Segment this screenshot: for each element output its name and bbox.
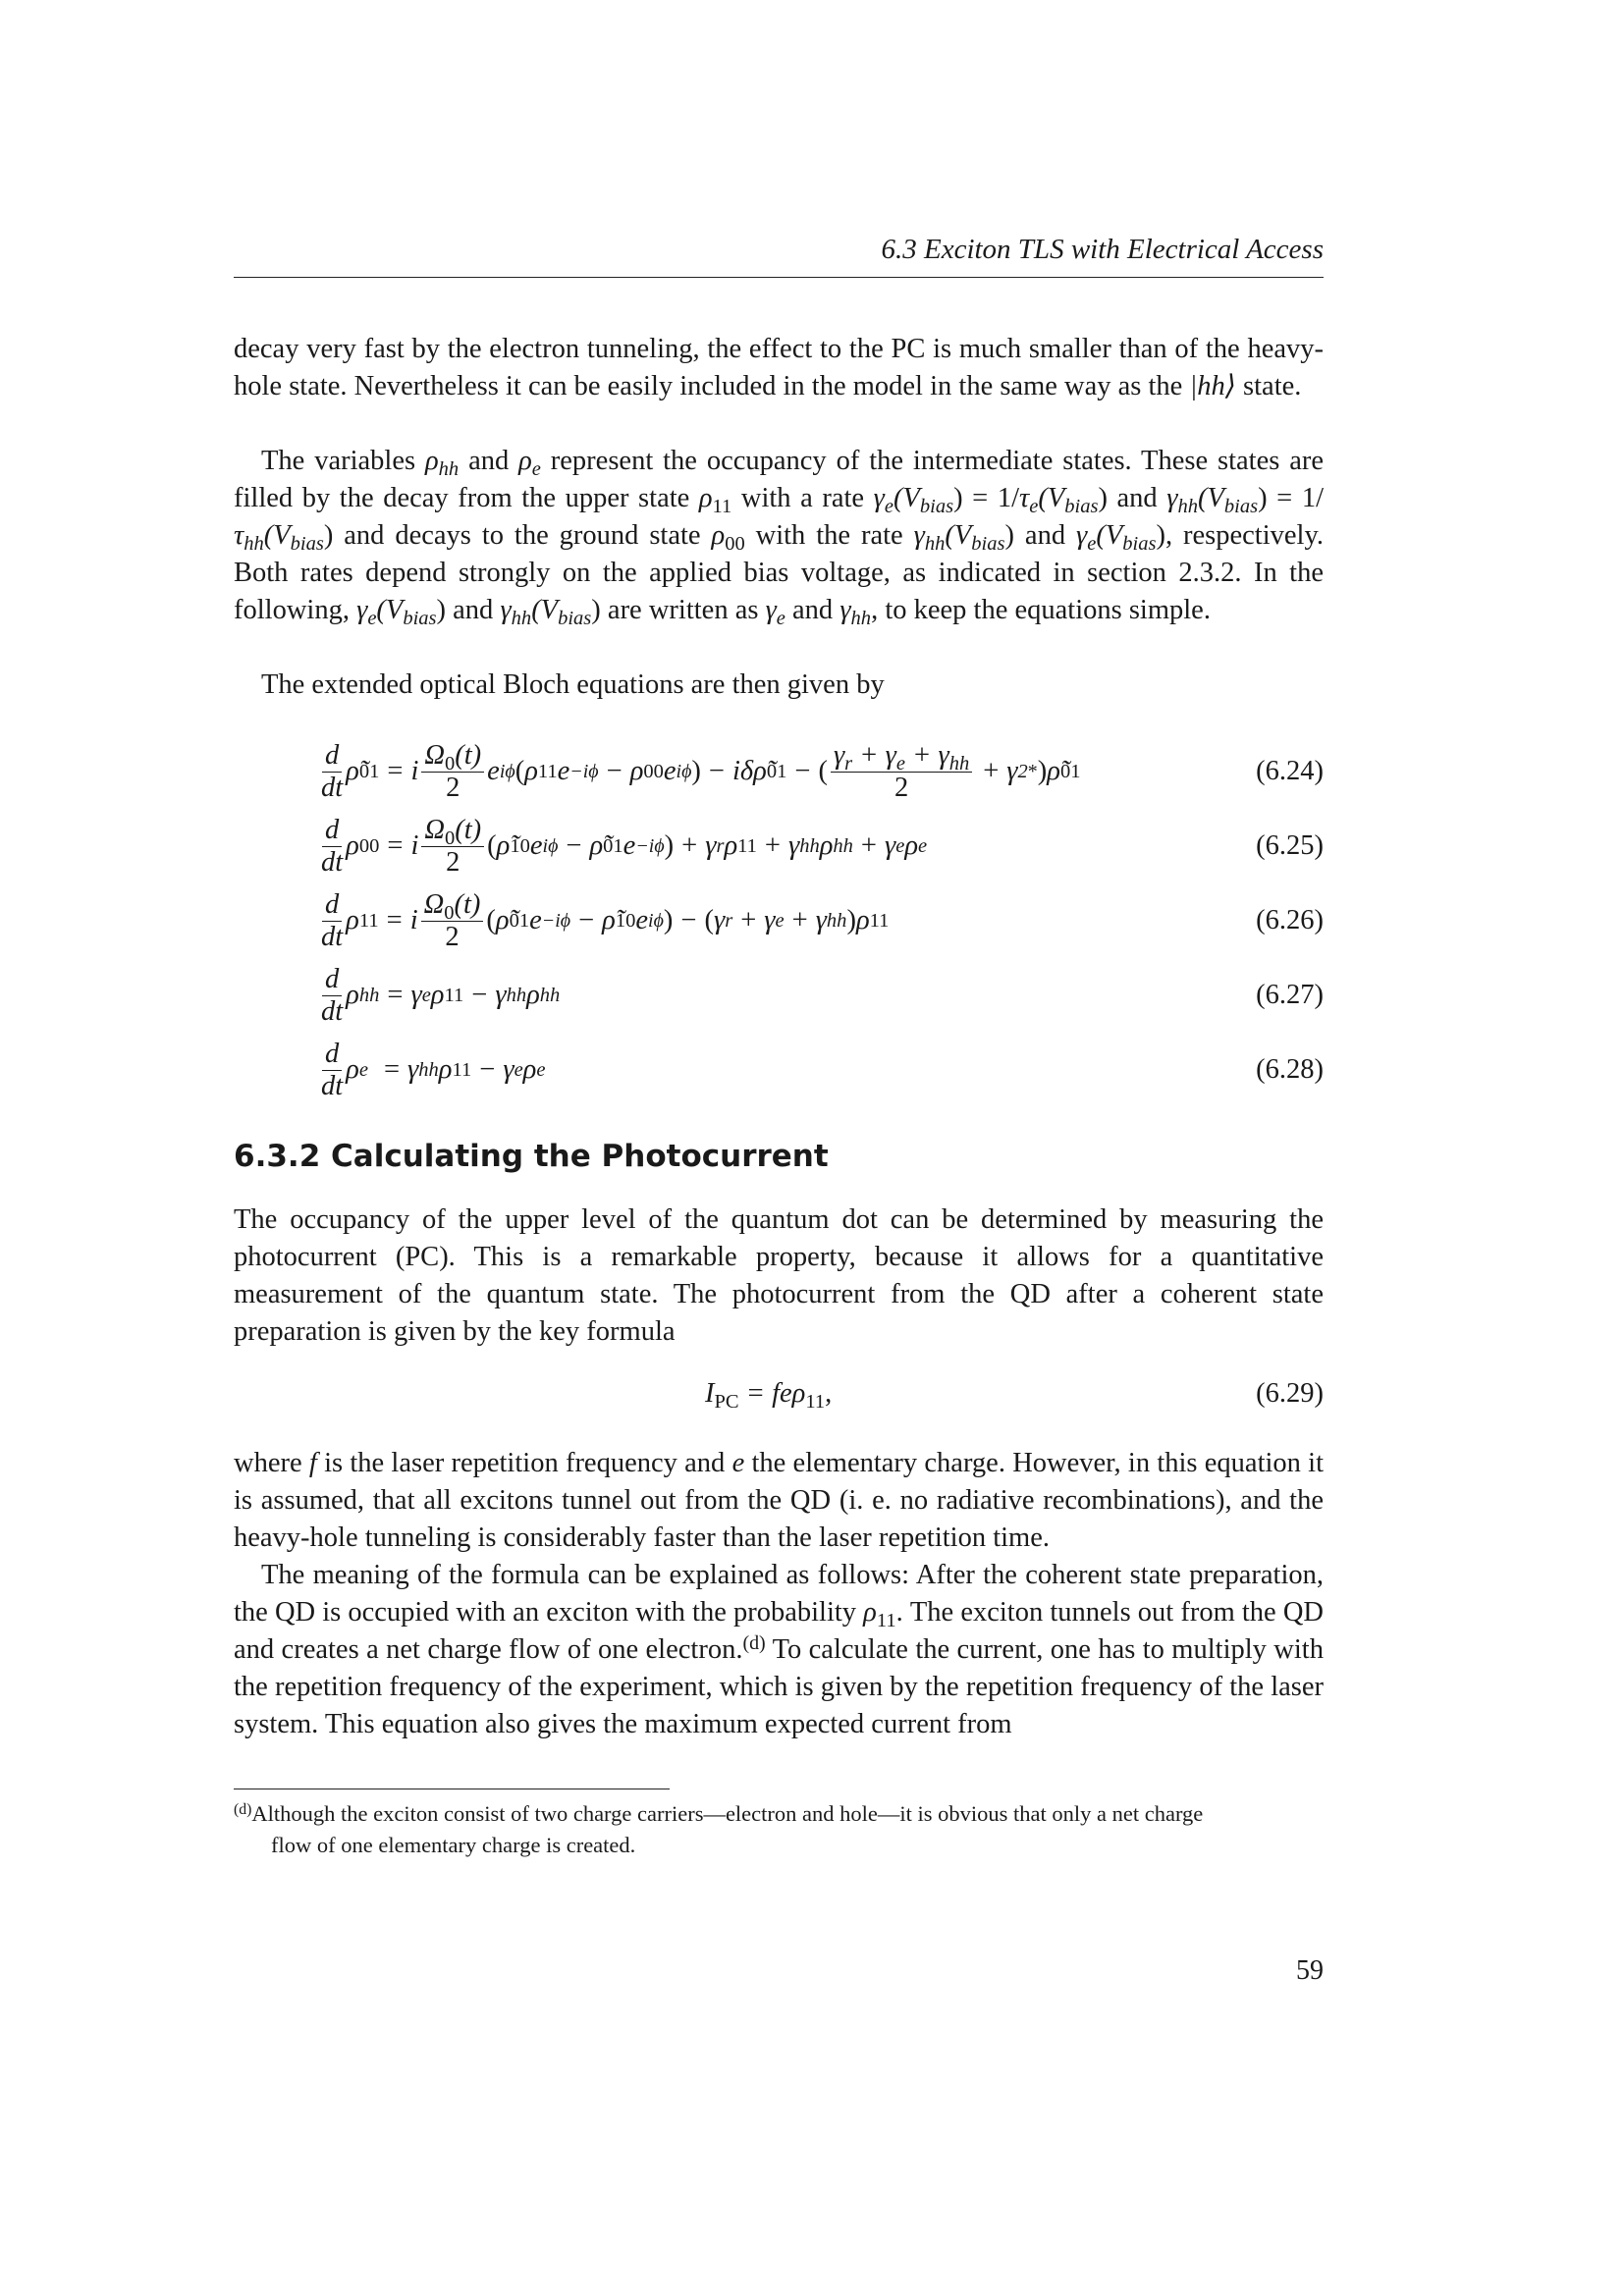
equation-6-29: $I_{PC} = fe\rho_{11}$, (6.29) <box>705 1378 1324 1414</box>
footnote-marker[interactable]: (d) <box>742 1632 766 1655</box>
paragraph-where: where f is the laser repetition frequency and e the elementary charge. However, in this equation it is assumed, that all excitons tunnel out from the QD (i. e. no radiative recombinations), and the heavy-hole tunneling is considerably faster than the laser repetition time. <box>234 1448 1325 1553</box>
section-heading: 6.3.2 Calculating the Photocurrent <box>234 1139 829 1174</box>
equation-6-27: $\frac{d}{dt}$ ρ hh = γ e ρ 11 − γ hh ρ hh (6.27) <box>321 963 1324 1027</box>
paragraph-meaning: The meaning of the formula can be explained as follows: After the coherent state preparation, the QD is occupied with an exciton with the probability $\rho_{11}$. The exciton tunnels out from the QD and creates a net charge flow of one electron.$^{(d)}$ To calculate the current, one has to multiply with the repetition frequency of the experiment, which is given by the repetition frequency of the laser system. This equation also gives the maximum expected current from <box>234 1560 1324 1739</box>
page-number: 59 <box>1296 1955 1324 1986</box>
equation-number: (6.29) <box>1256 1378 1324 1409</box>
equation-number: (6.25) <box>1256 830 1324 861</box>
equation-number: (6.28) <box>1256 1054 1324 1085</box>
bloch-equations <box>234 734 1324 1107</box>
paragraph-bloch-intro: The extended optical Bloch equations are then given by <box>261 669 885 700</box>
equation-6-26: $\frac{d}{dt}$ ρ 11 = i $\frac{\Omega_0(t)}{2}$ ( ρ̃ 01 e −iϕ − ρ̃ 10 e iϕ ) − ( γ r + γ e + γ hh ) ρ 11 (6.26) <box>321 888 1324 952</box>
intro-end: state. <box>1235 371 1302 401</box>
paragraph-photocurrent: The occupancy of the upper level of the quantum dot can be determined by measuring the photocurrent (PC). This is a remarkable property, because it allows for a quantitative measurement of the quantum state. The photocurrent from the QD after a coherent state preparation is given by the key formula <box>234 1204 1324 1347</box>
equation-number: (6.27) <box>1256 980 1324 1010</box>
header-title: 6.3 Exciton TLS with Electrical Access <box>881 234 1324 265</box>
footnote-d: $^{(d)}$Although the exciton consist of two charge carriers—electron and hole—it is obvious that only a net charge flow of one elementary charge is created. <box>234 1800 1204 1857</box>
equation-6-24: $\frac{d}{dt}$ ρ̃ 01 = i $\frac{\Omega_0(t)}{2}$ e iϕ ( ρ 11 e −iϕ − ρ 00 e iϕ ) − iδρ̃ 01 − ( $\frac{\gamma_r + \gamma_e + \gamma_{hh}}{2}$ + γ 2 * ) ρ̃ 01 (6.24) <box>321 739 1324 803</box>
equation-6-28: $\frac{d}{dt}$ ρ e = γ hh ρ 11 − γ e ρ e (6.28) <box>321 1038 1324 1101</box>
equation-number: (6.26) <box>1256 905 1324 935</box>
paragraph-intro <box>234 331 1324 405</box>
intro-text: decay very fast by the electron tunneling, the effect to the PC is much smaller than of the heavy-hole state. Nevertheless it can be easily included in the model in the same way as the <box>234 334 1324 401</box>
running-header <box>234 232 1324 278</box>
equation-number: (6.24) <box>1256 756 1324 786</box>
paragraph-variables: The variables $\rho_{hh}$ and $\rho_e$ represent the occupancy of the intermediate states. These states are filled by the decay from the upper state $\rho_{11}$ with a rate $\gamma_e(V_{bias}) = 1/\tau_e(V_{bias})$ and $\gamma_{hh}(V_{bias}) = 1/\tau_{hh}(V_{bias})$ and decays to the ground state $\rho_{00}$ with the rate $\gamma_{hh}(V_{bias})$ and $\gamma_e(V_{bias})$, respectively. Both rates depend strongly on the applied bias voltage, as indicated in section 2.3.2. In the following, $\gamma_e(V_{bias})$ and $\gamma_{hh}(V_{bias})$ are written as $\gamma_e$ and $\gamma_{hh}$, to keep the equations simple. <box>234 446 1325 630</box>
ket-hh: |hh⟩ <box>1189 371 1236 401</box>
equation-6-25: $\frac{d}{dt}$ ρ 00 = i $\frac{\Omega_0(t)}{2}$ ( ρ̃ 10 e iϕ − ρ̃ 01 e −iϕ ) + γ r ρ 11 + γ hh ρ hh + γ e ρ e (6.25) <box>321 814 1324 878</box>
